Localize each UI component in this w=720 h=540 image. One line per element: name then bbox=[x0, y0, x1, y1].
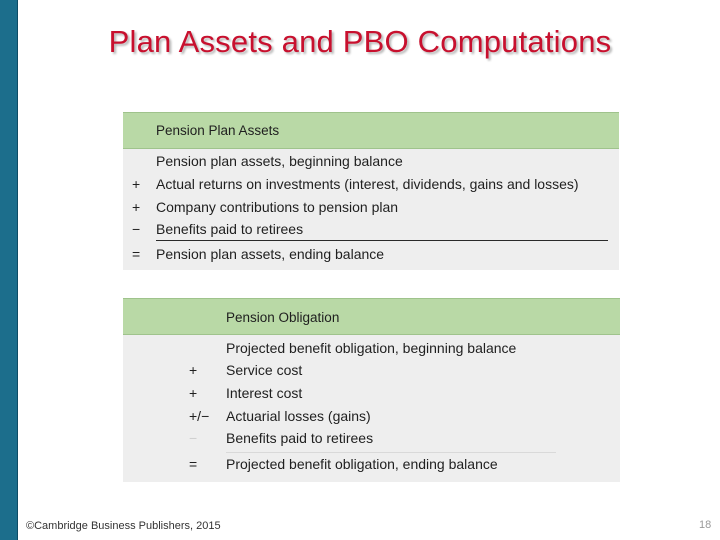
obligation-row: Actuarial losses (gains) bbox=[226, 408, 371, 424]
plan-assets-row: Company contributions to pension plan bbox=[156, 199, 399, 215]
obligation-row: Benefits paid to retirees bbox=[226, 430, 374, 446]
plan-assets-row: Benefits paid to retirees bbox=[156, 221, 304, 237]
obligation-row: Interest cost bbox=[226, 385, 303, 401]
footer-credit: ©Cambridge Business Publishers, 2015 bbox=[26, 520, 221, 532]
plan-assets-row-sign: + bbox=[132, 176, 141, 192]
plan-assets-panel bbox=[123, 112, 619, 270]
plan-assets-header-band bbox=[123, 112, 619, 149]
plan-assets-header: Pension Plan Assets bbox=[156, 123, 280, 138]
subtotal-rule bbox=[156, 240, 608, 241]
page-number: 18 bbox=[699, 519, 712, 531]
obligation-row-sign: = bbox=[189, 456, 198, 472]
subtotal-rule bbox=[226, 452, 556, 453]
obligation-row: Projected benefit obligation, ending balance bbox=[226, 456, 498, 472]
plan-assets-row-sign: + bbox=[132, 199, 141, 215]
obligation-row-sign: + bbox=[189, 385, 198, 401]
plan-assets-row: Actual returns on investments (interest, dividends, gains and losses) bbox=[156, 176, 579, 192]
obligation-row: Service cost bbox=[226, 362, 303, 378]
obligation-row-sign: +/− bbox=[189, 408, 210, 424]
left-accent-bar bbox=[0, 0, 18, 540]
obligation-panel bbox=[123, 298, 620, 482]
obligation-row-sign: + bbox=[189, 362, 198, 378]
slide-title: Plan Assets and PBO Computations bbox=[108, 24, 612, 59]
obligation-header-band bbox=[123, 298, 620, 335]
plan-assets-row-sign: − bbox=[132, 221, 141, 237]
obligation-row-sign: − bbox=[189, 430, 198, 446]
obligation-header: Pension Obligation bbox=[226, 310, 340, 325]
plan-assets-row-sign: = bbox=[132, 246, 141, 262]
obligation-row: Projected benefit obligation, beginning balance bbox=[226, 340, 517, 356]
plan-assets-row: Pension plan assets, ending balance bbox=[156, 246, 385, 262]
plan-assets-row: Pension plan assets, beginning balance bbox=[156, 153, 403, 169]
